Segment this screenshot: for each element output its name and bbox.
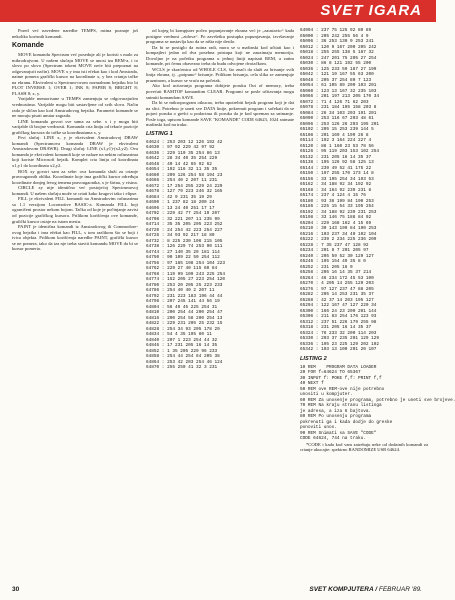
code-line: 64994 : 237 75 125 92 80 89 <box>300 28 372 33</box>
code-line: 64750 : 90 109 22 50 254 112 <box>146 255 220 261</box>
body-paragraph: Da bi se postiglo da rutina radi, mora se u mašinski kod učitati kao i kompajleri jedan od dva posebna pristupa koji ne zauzimaju memoriju. Dovoljno je na početku programa u jednoj liniji napisati REM, a zatim komande, pri čemu obavezno treba da budu odvojene dvotačkom. <box>146 44 294 67</box>
code-line: 65186 : 225 15 54 33 195 254 <box>300 204 374 209</box>
code-line: 64828 : 254 34 93 205 178 29 <box>146 326 220 332</box>
code-line: 64642 : 28 34 40 35 254 229 <box>146 156 218 162</box>
code-line: 64636 : 229 110 35 254 86 13 <box>146 150 220 156</box>
code-line: 65138 : 195 126 92 58 125 13 <box>300 160 374 165</box>
code-line: 64630 : 97 92 229 42 97 92 <box>146 145 215 151</box>
commands-heading: Komande <box>12 42 44 50</box>
code-line: 64714 : 35 35 205 205 223 252 <box>146 222 223 228</box>
code-line: 64768 : 119 99 109 243 225 254 <box>146 271 226 277</box>
code-line: 65228 : 7 35 237 47 128 92 <box>300 242 369 248</box>
code-line: 65210 : 30 143 199 84 190 253 <box>300 226 377 231</box>
code-line: 65234 : 201 8 7 201 205 97 <box>300 248 369 253</box>
section-banner <box>0 0 436 22</box>
page-number: 30 <box>12 586 20 593</box>
code-line: 65288 : 42 37 14 203 195 127 <box>300 297 374 303</box>
code-line: 64654 : 192 116 32 11 35 35 <box>146 167 218 173</box>
code-line: 65198 : 33 146 75 188 84 92 <box>300 215 372 220</box>
code-line: 64816 : 200 254 58 200 254 13 <box>146 315 223 321</box>
code-line: 64708 : 32 221 207 11 235 99 <box>146 216 220 222</box>
body-paragraph: Prvi slučaj: LINE x, y je ekvivalent Amstradovoj DRAW komandi (Spectrumova komanda DRAW je ekvivalent Amstradovom DRAWR). Drugi slučaj: LINE (x1,y1)-(x2,y2). Ova komanda je ekvivalent komandi koje se nalaze na nekim računarima koji koriste Microsoft bejzik. Komplet crta liniju od koordinata x1,y1 do koordinata x2,y2. <box>12 135 138 169</box>
code-line: 65168 : 34 164 92 239 231 8 <box>300 187 372 193</box>
code-line: 65264 : 46 234 172 45 53 100 <box>300 275 374 281</box>
code-line: 65330 : 203 37 235 201 129 129 <box>300 336 380 341</box>
article-column-2 <box>146 28 294 586</box>
code-line: 64798 : 207 245 141 44 56 19 <box>146 299 220 305</box>
code-line: 65042 : 121 19 167 55 63 200 <box>300 72 374 77</box>
code-line: 64858 : 254 44 254 84 205 38 <box>146 354 220 360</box>
code-line: 64738 : 126 229 74 253 90 111 <box>146 244 223 250</box>
code-line: 65312 : 237 51 226 179 255 98 <box>300 319 377 325</box>
code-line: 64840 : 207 1 223 254 44 32 <box>146 337 218 343</box>
body-paragraph: Da bi se mikroprogram otkucao, treba upotrebiti bejzik program koji je dat na slici. Potrebno je uneti sve DATA linije, pokrenuti program i sačekati da se pojavi poruka o grešci u podacima ili poruka da je kod spreman za snimanje. Posle toga, upisom komande SAVE "KOMANDE" CODE 64623, 1024 snimate mašinski kod na traku. <box>146 100 294 128</box>
intro-paragraph: Pored već navedene naredbe TEMPS, rutina poznaje još nekoliko korisnih komandi. <box>12 28 138 39</box>
code-line: 65204 : 229 168 162 4 15 69 <box>300 220 372 226</box>
code-line: 65000 : 205 242 255 56 4 9 <box>300 33 369 39</box>
code-line: 65120 : 88 1 160 23 53 78 56 <box>300 143 374 149</box>
code-line: 20 FOR f=64624 TO 65367 <box>300 370 361 375</box>
issue-date: FEBRUAR '89. <box>378 586 422 593</box>
code-line: 65300 : 166 24 23 200 201 144 <box>300 308 377 314</box>
body-paragraph: Varijable memorisane u TEMPS zamenjuju se odgovarajućim vrednostima. Varijable mogu biti sastavljene od svih slova. Način rada je sličan kao kod Amstradovog bejzika. Parametri komande se ne moraju pisati unutar zagrada. <box>12 96 138 119</box>
code-line: 65084 : 26 34 103 203 191 201 <box>300 110 377 116</box>
body-paragraph: PAINT je identična komandi iz Amstradovog ili Commodore-ovog bejzika i ima efekat kao FILL, s tom razlikom što se boji i ivica objekta. Prilikom korišćenja naredbe PAINT, grafički kursor se ne pomera, tako da iza nje treba staviti komandu MOVE da bi se kursor pomerio. <box>12 224 138 252</box>
code-line: 64786 : 254 40 40 2 207 11 <box>146 288 215 294</box>
listing-2-code <box>300 364 455 442</box>
listing-1-code-continued <box>300 28 428 353</box>
code-line: 64762 : 229 27 40 115 60 84 <box>146 266 218 272</box>
code-line: 65078 : 231 184 195 158 203 8 <box>300 105 377 110</box>
body-paragraph: BOX xy govori sam za sebe: ova komanda služi za crtanje pravougaonih oblika. Koordinate koje ima grafički kursor određuju koordinate donjeg levog temena pravougaonika, x je širina, y visina. <box>12 168 138 185</box>
code-line: 65072 : 71 4 126 71 62 203 <box>300 99 369 105</box>
body-paragraph: FILL je ekvivalent FILL komandi na Amstradovim računarima sa 1.1 verzijom Locomotive BASIC-a. Komanda FILL boji ograničeni prostor nekom bojom. Tačka od koje je počinjanje zavisi od pozicije grafičkog kursora. Prilikom korišćenja ove komande, grafički kursor ostaje na istom mestu. <box>12 196 138 224</box>
code-line: 64648 : 40 14 42 65 92 62 <box>146 161 212 167</box>
magazine-name: SVET KOMPJUTERA / <box>309 586 378 593</box>
code-line: 65240 : 205 59 52 30 129 127 <box>300 253 374 259</box>
code-line: 65246 : 195 154 49 35 8 0 <box>300 259 366 264</box>
code-line: 65018 : 255 255 138 5 167 32 <box>300 50 374 55</box>
code-line: 65090 : 253 116 67 203 48 61 <box>300 116 374 121</box>
code-line: 64684 : 42 9 231 35 19 29 <box>146 194 212 200</box>
code-line: 65174 : 237 4 124 4 15 76 <box>300 193 366 198</box>
code-line: 65054 : 61 105 89 200 103 201 <box>300 83 377 88</box>
code-line: 64726 : 34 93 92 217 18 80 <box>146 233 215 239</box>
code-line: 64846 : 17 231 205 16 14 35 <box>146 343 218 349</box>
code-line: 65150 : 197 255 170 173 14 8 <box>300 171 374 176</box>
code-line: 65222 : 239 2 234 225 236 209 <box>300 237 377 242</box>
article-column-3 <box>300 28 455 586</box>
code-line: 65258 : 205 16 14 35 37 214 <box>300 270 372 275</box>
code-line: 64678 : 127 79 223 246 32 165 <box>146 189 223 195</box>
code-line: 65102 : 205 15 253 239 144 5 <box>300 127 374 132</box>
code-line: unositi u kompjuter. <box>300 392 353 397</box>
code-line: 80 REM Po unosenju programa <box>300 414 372 419</box>
listing-2-title: LISTING 2 <box>300 355 327 362</box>
code-line: 65030 : 86 8 121 192 55 200 <box>300 61 372 66</box>
code-line: 65336 : 195 23 225 129 202 102 <box>300 341 380 347</box>
code-line: 64810 : 200 254 44 200 254 47 <box>146 310 223 316</box>
code-line: 64870 : 255 250 41 32 3 231 <box>146 365 218 371</box>
code-line: 30 INPUT f: POKE f,f: PRINT f,f <box>300 375 382 381</box>
code-line: 64852 : 1 35 205 229 96 233 <box>146 348 218 354</box>
code-line: 64672 : 17 254 255 229 24 229 <box>146 183 223 189</box>
code-line: 64834 : 54 4 35 195 80 11 <box>146 332 212 338</box>
code-line: 40 NEXT f <box>300 381 324 386</box>
code-line: 70 REM Na kraju stranu listinga <box>300 403 382 408</box>
code-line: CODE 64624, 744 na traku. <box>300 436 366 441</box>
code-line: 65216 : 103 237 34 40 102 104 <box>300 231 377 237</box>
code-line: 65096 : 253 126 26 203 195 201 <box>300 121 380 127</box>
body-paragraph: MOVE komandu Spectrum već poseduje ali je koristi s malo za mikrodrajvom. U našem slučaju MOVE se unosi iza REM-a, i to slovo po slovo (Spectrum tokeni MOVE neće biti prepoznat na odgovarajući način). MOVE x y ima isti efekat kao i kod Amstrada, naime pomera grafički kursor na koordinate x, y bez crtanja tačke na ekranu. Ekvivalent u Spectrum-ovom normalnom bejziku bio bi PLOT INVERSE 1; OVER 1; INK 8; PAPER 8; BRIGHT 8; FLASH 8; x, y. <box>12 52 138 96</box>
section-title: SVET IGARA <box>320 2 422 19</box>
code-line: 65282 : 205 14 253 231 35 37 <box>300 292 374 297</box>
code-line: 65294 : 122 167 47 127 220 34 <box>300 303 377 308</box>
code-line: 50 REM ove REM-ove nije potrebno <box>300 386 385 392</box>
code-line: 65132 : 231 205 16 14 35 37 <box>300 154 372 160</box>
code-line: 64792 : 231 223 183 196 44 44 <box>146 293 223 299</box>
code-line: 65060 : 123 13 167 32 235 103 <box>300 88 377 94</box>
code-line: 65180 : 93 36 199 84 190 253 <box>300 198 374 204</box>
code-line: 65048 : 205 37 254 80 7 123 <box>300 77 372 83</box>
listing-1-title: LISTING 1 <box>146 130 173 137</box>
code-line: 64804 : 56 49 45 225 254 31 <box>146 304 218 310</box>
code-line: 90 REM Snimati sa SAVE "CODE" <box>300 430 377 436</box>
body-paragraph: od kojeg bi kompjuter počeo popunjavanje ekrana već je „zaustavio“ kada postigne vrednost „zidova“. Po završetku postupka popunjavanja, izvršavanje programa se nastavlja kao da se ništa nije desilo. <box>146 28 294 45</box>
code-line: 64744 : 27 140 35 29 181 114 <box>146 249 220 255</box>
code-line: 64756 : 97 185 198 254 104 223 <box>146 260 226 266</box>
code-line: 65108 : 201 169 4 199 26 8 <box>300 132 369 138</box>
code-line: 65006 : 36 253 130 9 253 241 <box>300 39 374 44</box>
code-line: 65144 : 239 49 52 41 175 22 <box>300 165 372 171</box>
code-line: 65270 : 4 205 14 255 129 203 <box>300 281 374 286</box>
code-line: 64696 : 13 24 40 251 17 17 <box>146 205 215 211</box>
code-line: 64690 : 1 237 82 18 200 24 <box>146 200 215 206</box>
code-line: 65024 : 247 201 75 205 27 254 <box>300 55 377 61</box>
article-column-1 <box>12 28 138 586</box>
code-line: 64864 : 253 42 203 254 46 124 <box>146 359 223 365</box>
code-line: 64780 : 253 20 205 25 223 233 <box>146 282 223 288</box>
magazine-footer <box>309 586 422 593</box>
code-line: 65126 : 95 119 203 153 102 254 <box>300 149 380 154</box>
code-line: 10 REM PROGRAM DATA LOADER <box>300 364 377 370</box>
code-line: 65252 : 231 205 16 0 <box>300 264 353 270</box>
code-line: 64774 : 152 205 27 223 254 120 <box>146 277 226 283</box>
code-line: pokrenuti ga i kada dodje do greske <box>300 419 393 425</box>
code-line: 64732 : 8 225 230 106 215 105 <box>146 238 223 244</box>
body-paragraph: LINE komanda govori sve sama za sebe. x i y mogu biti varijable ili brojne vrednosti. Komanda crta liniju od tekuće pozicije grafičkog kursora do tačke sa koordinatama x, y. <box>12 118 138 135</box>
code-line: 65114 : 192 3 164 224 227 4 <box>300 138 372 143</box>
code-line: 65156 : 33 195 254 34 193 53 <box>300 176 374 182</box>
code-line: 65318 : 231 205 16 14 35 37 <box>300 325 372 330</box>
body-paragraph: Ako kod ucitavanja programa dobijete poruku Out of memory, treba povećati RAMTOP komandom CLEAR. Programi se posle učitavanja mogu snimiti komandom SAVE. <box>146 83 294 100</box>
code-line: 65036 : 125 233 59 187 27 199 <box>300 66 377 72</box>
code-line: 64822 : 229 231 205 25 232 15 <box>146 321 223 327</box>
code-line: ponoviti unos. <box>300 425 337 430</box>
code-line: 64624 : 253 203 12 126 192 42 <box>146 139 223 145</box>
listing-1-code <box>146 140 294 371</box>
code-line: 64702 : 229 42 77 254 19 207 <box>146 211 220 217</box>
code-line: 65012 : 120 9 167 200 205 242 <box>300 44 377 50</box>
code-line: 64660 : 209 126 254 58 194 23 <box>146 172 223 178</box>
code-line: 65342 : 103 13 100 201 20 107 <box>300 347 377 352</box>
code-line: 65324 : 76 233 32 200 114 203 <box>300 330 377 336</box>
code-line: 65066 : 201 197 213 205 170 34 <box>300 94 380 99</box>
closing-note: *CODE i kada kod vam zatrebaju neke od dodatnih komandi za crtanje ukucajte: spektrno RANDOMIZE USR 64624. <box>300 441 428 453</box>
code-line: 65192 : 34 188 92 239 231 253 <box>300 209 377 215</box>
code-line: 64666 : 254 40 2 207 11 231 <box>146 178 218 184</box>
code-line: 65276 : 97 127 237 47 88 205 <box>300 286 374 292</box>
body-paragraph: CIRCLE xy nije identično već postojećoj Spectrumovoj komandi. U našem slučaju može se crtati kako krugovi tako i elipse. <box>12 185 138 196</box>
body-paragraph: WCLS je skraćenica od WHOLE CLS, što znači da služi za brisanje svih linija ekrana, tj. „potpuno“ brisanje. Prilikom brisanja, cela slika se zamenjuje prazninom, a kursor se vraća na početak. <box>146 66 294 83</box>
code-line: 65306 : 211 83 254 176 123 93 <box>300 314 377 319</box>
code-line: 60 REM Za unosenje programa, potrebno je uneti sve brojeve. <box>300 397 455 403</box>
code-line: 65162 : 34 188 92 34 192 92 <box>300 182 372 187</box>
code-line: 64720 : 24 254 42 223 254 227 <box>146 227 223 233</box>
code-line: je adresa, a iza 6 bajtova. <box>300 408 372 414</box>
